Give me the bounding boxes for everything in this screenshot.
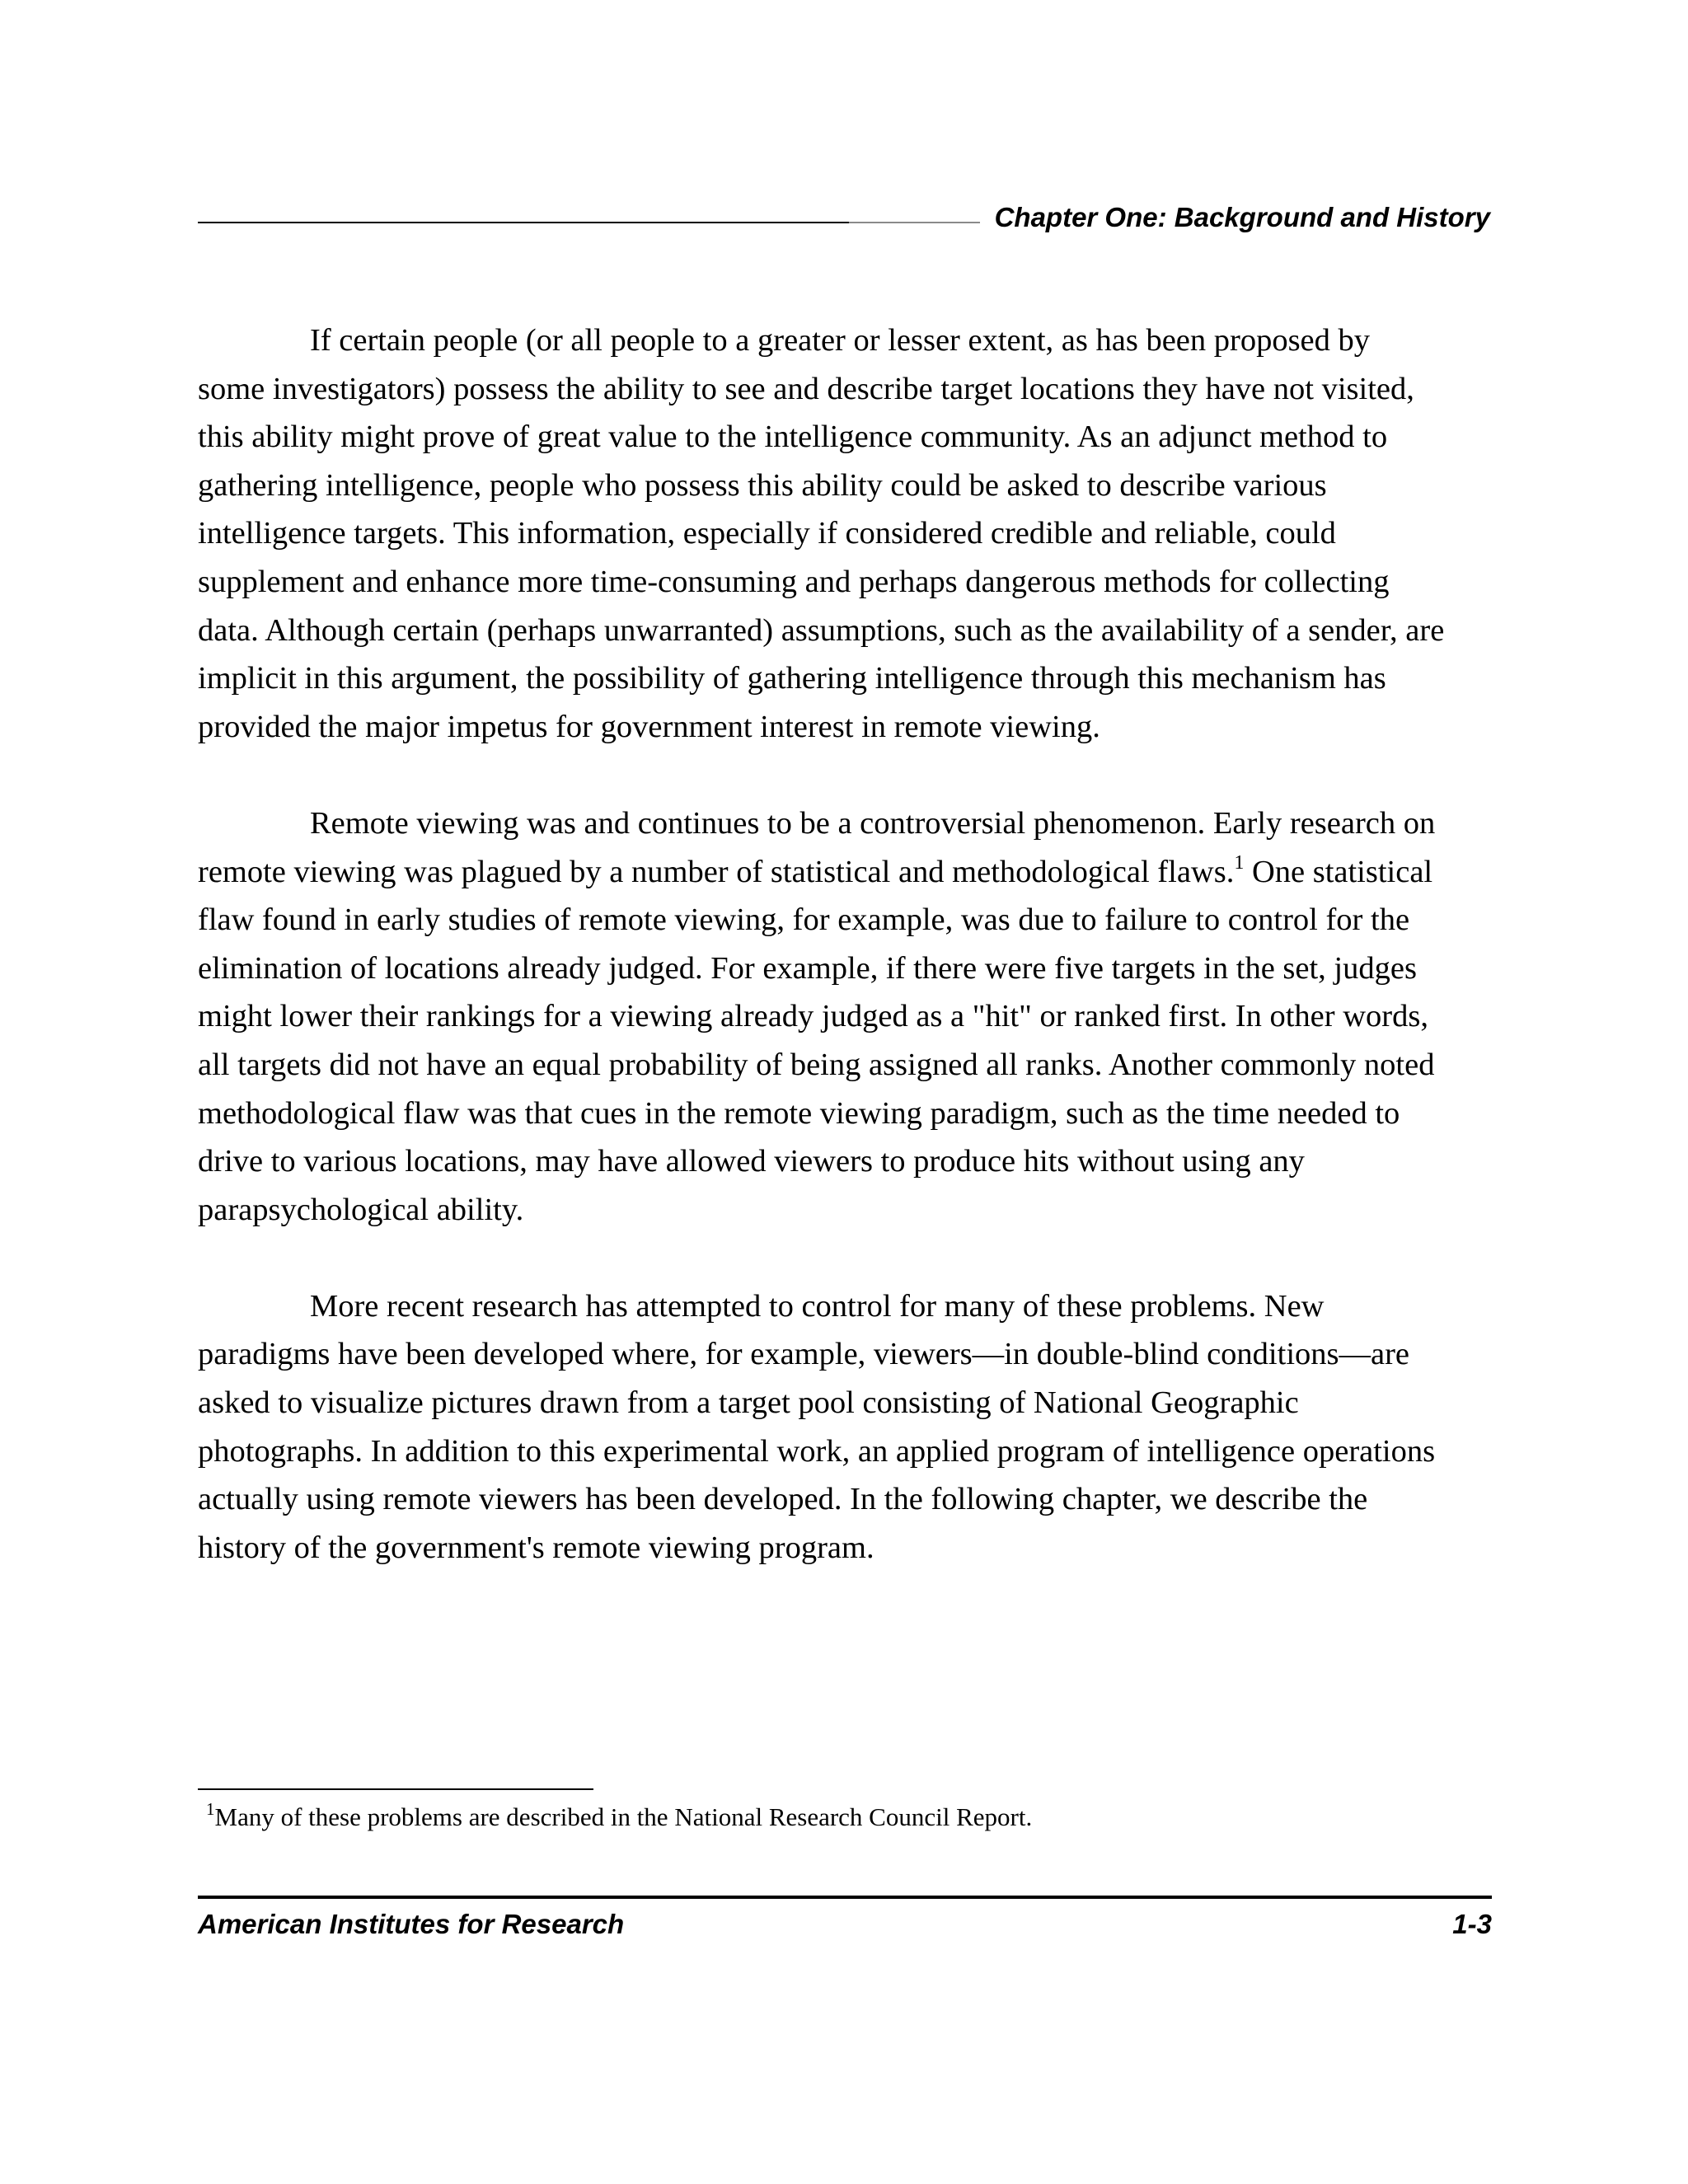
footnote (206, 1799, 1442, 1835)
page-number: 1-3 (1452, 1909, 1492, 1939)
paragraph-2-text-before-note: Remote viewing was and continues to be a controversial phenomenon. Early research on remote viewing was plagued by a number of statistical and methodological flaws. (198, 805, 1436, 889)
header-rule (198, 222, 980, 223)
paragraph-2 (198, 799, 1500, 1234)
footer-rule (198, 1896, 1492, 1899)
footnote-reference: 1 (1234, 851, 1245, 874)
running-header (198, 194, 1490, 241)
paragraph-2-text-after-note: One statistical flaw found in early studies of remote viewing, for example, was due to failure to control for the elimination of locations already judged. For example, if there were five targets in the set, judges might lower their rankings for a viewing already judged as a "hit" or ranked first. In other words, all targets did not have an equal probability of being assigned all ranks. Another commonly noted methodological flaw was that cues in the remote viewing paradigm, such as the time needed to drive to various locations, may have allowed viewers to produce hits without using any parapsychological ability. (198, 854, 1435, 1227)
footer-organization: American Institutes for Research (198, 1909, 625, 1939)
paragraph-3: More recent research has attempted to control for many of these problems. New paradigms have been developed where, for example, viewers—in double-blind conditions—are asked to visualize pictures drawn from a target pool consisting of National Geographic photographs. In addition to this experimental work, an applied program of intelligence operations actually using remote viewers has been developed. In the following chapter, we describe the history of the government's remote viewing program. (198, 1288, 1436, 1565)
footnote-rule (198, 1788, 593, 1790)
footnote-marker: 1 (206, 1798, 215, 1819)
body-text (198, 316, 1500, 1620)
chapter-title: Chapter One: Background and History (994, 202, 1490, 232)
footnote-text: Many of these problems are described in the National Research Council Report. (214, 1802, 1033, 1831)
paragraph-1: If certain people (or all people to a greater or lesser extent, as has been proposed by some investigators) possess the ability to see and describe target locations they have not visited, this ability might prove of great value to the intelligence community. As an adjunct method to gathering intelligence, people who possess this ability could be asked to describe various intelligence targets. This information, especially if considered credible and reliable, could supplement and enhance more time-consuming and perhaps dangerous methods for collecting data. Although certain (perhaps unwarranted) assumptions, such as the availability of a sender, are implicit in this argument, the possibility of gathering intelligence through this mechanism has provided the major impetus for government interest in remote viewing. (198, 323, 1445, 744)
